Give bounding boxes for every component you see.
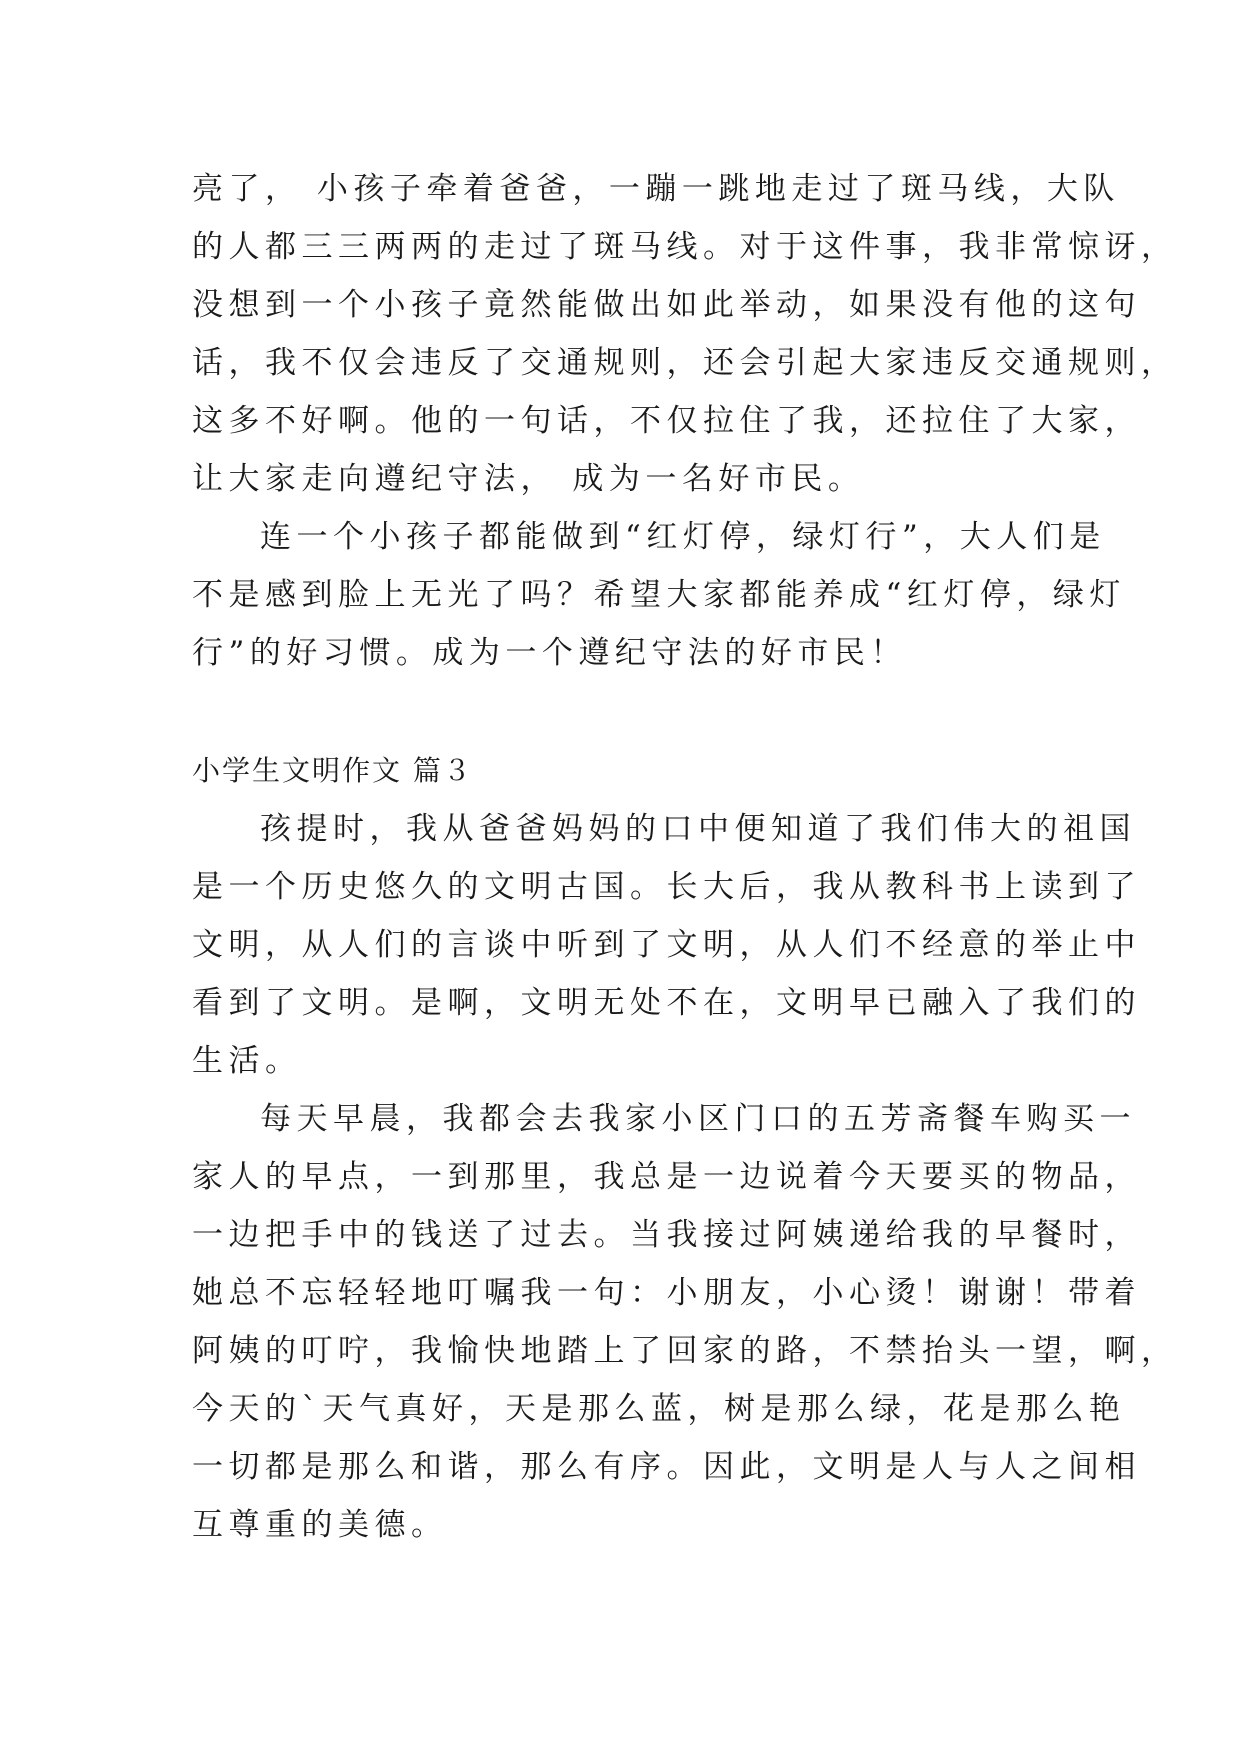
paragraph-line: 她总不忘轻轻地叮嘱我一句：小朋友，小心烫！谢谢！带着 <box>192 1275 1141 1311</box>
paragraph-line: 亮了， 小孩子牵着爸爸，一蹦一跳地走过了斑马线，大队 <box>192 171 1120 207</box>
paragraph-line: 每天早晨，我都会去我家小区门口的五芳斋餐车购买一 <box>260 1101 1136 1137</box>
paragraph-line: 家人的早点，一到那里，我总是一边说着今天要买的物品， <box>192 1159 1141 1195</box>
paragraph-line: 没想到一个小孩子竟然能做出如此举动，如果没有他的这句 <box>192 287 1141 323</box>
paragraph-line: 一切都是那么和谐，那么有序。因此，文明是人与人之间相 <box>192 1449 1141 1485</box>
paragraph-line: 生活。 <box>192 1043 302 1079</box>
paragraph-line: 不是感到脸上无光了吗？希望大家都能养成“红灯停，绿灯 <box>192 577 1126 613</box>
paragraph-line: 孩提时，我从爸爸妈妈的口中便知道了我们伟大的祖国 <box>260 811 1136 847</box>
paragraph-line: 连一个小孩子都能做到“红灯停，绿灯行”，大人们是 <box>260 519 1106 555</box>
paragraph-line: 话，我不仅会违反了交通规则，还会引起大家违反交通规则， <box>192 345 1178 381</box>
section-heading: 小学生文明作文 篇３ <box>192 754 473 787</box>
paragraph-line: 这多不好啊。他的一句话，不仅拉住了我，还拉住了大家， <box>192 403 1141 439</box>
paragraph-line: 让大家走向遵纪守法， 成为一名好市民。 <box>192 461 865 497</box>
paragraph-line: 文明，从人们的言谈中听到了文明，从人们不经意的举止中 <box>192 927 1141 963</box>
paragraph-line: 是一个历史悠久的文明古国。长大后，我从教科书上读到了 <box>192 869 1141 905</box>
paragraph-line: 阿姨的叮咛，我愉快地踏上了回家的路，不禁抬头一望，啊， <box>192 1333 1178 1369</box>
paragraph-line: 看到了文明。是啊，文明无处不在，文明早已融入了我们的 <box>192 985 1141 1021</box>
paragraph-line: 今天的`天气真好，天是那么蓝，树是那么绿，花是那么艳 <box>192 1391 1126 1427</box>
paragraph-line: 的人都三三两两的走过了斑马线。对于这件事，我非常惊讶， <box>192 229 1178 265</box>
paragraph-line: 互尊重的美德。 <box>192 1507 448 1543</box>
paragraph-line: 一边把手中的钱送了过去。当我接过阿姨递给我的早餐时， <box>192 1217 1141 1253</box>
paragraph-line: 行”的好习惯。成为一个遵纪守法的好市民！ <box>192 635 907 671</box>
essay-3-text <box>192 800 1178 1554</box>
essay-2-text <box>192 160 1178 682</box>
